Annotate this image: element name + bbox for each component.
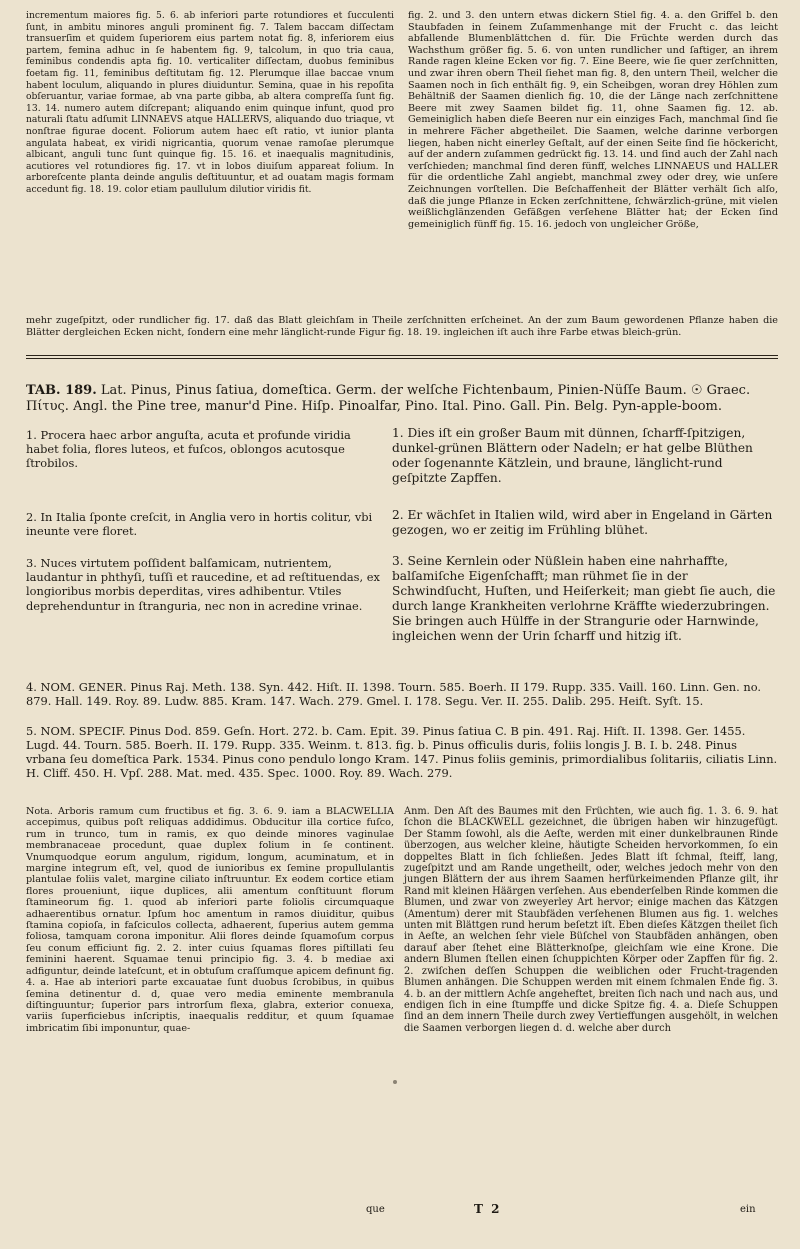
item-3-german: 3. Seine Kernlein oder Nüßlein haben eine nahrhaffte, balſamiſche Eigenſchafft; man rühmet ſie in der Schwindſucht, Huſten, und Heiſerkeit; man giebt ſie auch, die durch lange Krankheiten verlohrne Kräffte wiederzubringen. Sie bringen auch Hülffe in der Strangurie oder Harnwinde, ingleichen wenn der Urin ſcharff und hitzig iſt. [392,554,776,643]
note-german-text: Anm. Den Aſt des Baumes mit den Früchten, wie auch fig. 1. 3. 6. 9. hat ſchon die BLACKWELL gezeichnet, die übrigen haben wir hinzugefügt. Der Stamm ſowohl, als die Aeſte, werden mit einer dunkelbraunen Rinde überzogen, aus welcher kleine, häutigte Scheiden hervorkommen, ſo ein doppeltes Blatt in ſich ſchließen. Jedes Blatt iſt ſchmal, ſteiff, lang, zugeſpitzt und am Rande ungetheilt, oder, welches jedoch mehr von den jungen Blättern der aus ihrem Saamen herfürkeimenden Pflanze gilt, ihr Rand mit kleinen Häärgen verſehen. Aus ebenderſelben Rinde kommen die Blumen, und zwar von zweyerley Art hervor; einige machen das Kätzgen (Amentum) derer mit Staubfäden verſehenen Blumen aus fig. 1. welches unten mit Blättgen rund herum beſetzt iſt. Eben dieſes Kätzgen theilet ſich in Aeſte, an welchen ſehr viele Büſchel von Staubfäden anhängen, oben darauf aber ſtehet eine Blätterknoſpe, gleichſam wie eine Krone. Die andern Blumen ſtellen einen ſchuppichten Körper oder Zapffen für fig. 2. 2. zwiſchen deſſen Schuppen die weiblichen oder Frucht-tragenden Blumen anhängen. Die Schuppen werden mit einem ſchmalen Ende fig. 3. 4. b. an der mittlern Achſe angeheftet, breiten ſich nach und nach aus, und endigen ſich in eine ſtumpffe und dicke Spitze fig. 4. a. Dieſe Schuppen ſind an dem innern Theile durch zwey Vertieffungen ausgehölt, in welchen die Saamen verborgen liegen d. d. welche aber durch [404,806,778,1034]
nomen-genericum: 4. NOM. GENER. Pinus Raj. Meth. 138. Syn. 442. Hiſt. II. 1398. Tourn. 585. Boerh. II 179. Rupp. 335. Vaill. 160. Linn. Gen. no. 879. Hall. 149. Roy. 89. Ludw. 885. Kram. 147. Wach. 279. Gmel. I. 178. Segu. Ver. II. 255. Dalib. 295. Heiſt. Syſt. 15. [26,680,761,708]
top-german-column [408,10,778,230]
top-latin-text: incrementum maiores fig. 5. 6. ab inferiori parte rotundiores et ſucculenti ſunt, in ambitu minores anguli prominent fig. 7. Talem baccam diſſectam transuerſim et quidem ſuperiorem eius partem notat fig. 8, inferiorem eius partem, femina adhuc in ſe habentem fig. 9, talcolum, in quo tria caua, feminibus condendis apta fig. 10. verticaliter diſſectam, duobus feminibus foetam fig. 11, feminibus deſtitutam fig. 12. Plerumque illae baccae vnum habent loculum, aliquando in plures diuiduntur. Semina, quae in his repoſita obſeruantur, variae formae, ab vna parte gibba, ab altera compreſſa ſunt fig. 13. 14. numero autem diſcrepant; aliquando enim quinque infunt, quod pro naturali ſtatu adſumit LINNAEVS atque HALLERVS, aliquando duo triaque, vt nonſtrae figurae docent. Foliorum autem haec eſt ratio, vt iunior planta angulata habeat, ex viridi nigricantia, quorum venae ramoſae plerumque albicant, anguli tunc ſunt quinque fig. 15. 16. et inaequalis magnitudinis, acutiores vel rotundiores fig. 17. vt in lobos diuiſum appareat folium. In arboreſcente planta deinde angulis deſtituuntur, et ad ouatam magis formam accedunt fig. 18. 19. color etiam paullulum dilutior viridis fit. [26,10,394,195]
top-latin-column [26,10,394,196]
item-1-german: 1. Dies iſt ein großer Baum mit dünnen, ſcharff-ſpitzigen, dunkel-grünen Blättern oder Nadeln; er hat gelbe Blüthen oder ſogenannte Kätzlein, und braune, länglicht-rund geſpitzte Zapffen. [392,426,753,485]
plate-number: TAB. 189. [26,383,97,398]
note-german-column [404,806,778,1034]
ink-mark [393,1080,397,1084]
nomen-specificum: 5. NOM. SPECIF. Pinus Dod. 859. Geſn. Hort. 272. b. Cam. Epit. 39. Pinus ſatiua C. B pin. 491. Raj. Hiſt. II. 1398. Ger. 1455. Lugd. 44. Tourn. 585. Boerh. II. 179. Rupp. 335. Weinm. t. 813. fig. b. Pinus officulis duris, foliis longis J. B. I. b. 248. Pinus vrbana ſeu domeſtica Park. 1534. Pinus cono pendulo longo Kram. 147. Pinus foliis geminis, primordialibus ſolitariis, ciliatis Linn. H. Cliff. 450. H. Vpſ. 288. Mat. med. 435. Spec. 1000. Roy. 89. Wach. 279. [26,724,778,780]
catchword-left: que [366,1204,385,1215]
plate-names: Lat. Pinus, Pinus ſatiua, domeſtica. Germ. der welſche Fichtenbaum, Pinien-Nüſſe Baum. ☉ Graec. Πίτυς. Angl. the Pine tree, manur'd Pine. Hiſp. Pinoalfar, Pino. Ital. Pino. Gall. Pin. Belg. Pyn-apple-boom. [26,383,751,414]
item-2-german: 2. Er wächſet in Italien wild, wird aber in Engeland in Gärten gezogen, wo er zeitig im Frühling blühet. [392,508,773,537]
section-divider [26,355,778,356]
note-latin-text: Nota. Arboris ramum cum fructibus et fig. 3. 6. 9. iam a BLACWELLIA accepimus, quibus poſt reliquas addidimus. Obducitur illa cortice fuſco, rum in trunco, tum in ramis, ex quo deinde minores vaginulae membranaceae procedunt, quae duplex folium in ſe continent. Vnumquodque eorum angulum, rigidum, longum, acuminatum, et in margine integrum eſt, vel, quod de iunioribus ex ſemine propullulantis plantulae foliis valet, margine ciliato inſtruuntur. Ex eodem cortice etiam flores proueniunt, iique duplices, alii amentum conſtituunt florum ſtamineorum fig. 1. quod ab inferiori parte foliolis circumquaque adhaerentibus ornatur. Ipſum hoc amentum in ramos diuiditur, quibus ſtamina copioſa, in faſciculos collecta, adhaerent, ſuperius autem gemma foliosa, tamquam corona imponitur. Alii flores deinde ſquamoſum corpus ſeu conum efficiunt fig. 2. 2. inter cuius ſquamas flores piſtillati ſeu feminini haerent. Squamae tenui principio fig. 3. 4. b mediae axi adfiguntur, deinde lateſcunt, et in obtuſum craſſumque apicem definunt fig. 4. a. Hae ab interiori parte excauatae ſunt duobus ſcrobibus, in quibus ſemina detinentur d. d, quae vero media eminente membranula diſtinguuntur; ſuperior pars introrſum flexa, glabra, exterior conuexa, variis ſuperficiebus inſcriptis, inaequalis redditur, et quum ſquamae imbricatim ſibi imponuntur, quae- [26,806,394,1034]
plate-header [26,383,778,415]
signature-mark: T 2 [474,1202,502,1216]
item-3-latin: 3. Nuces virtutem poſſident balſamicam, nutrientem, laudantur in phthyſi, tuſſi et raucedine, et ad reſtituendas, ex longioribus morbis deperditas, vires adhibentur. Vtiles deprehenduntur in ſtranguria, nec non in acredine vrinae. [26,556,380,613]
item-2-latin: 2. In Italia ſponte creſcit, in Anglia vero in hortis colitur, vbi ineunte vere floret. [26,510,373,539]
top-german-full-text: mehr zugeſpitzt, oder rundlicher fig. 17. daß das Blatt gleichſam in Theile zerſchnitten erſcheinet. An der zum Baum gewordenen Pflanze haben die Blätter dergleichen Ecken nicht, ſondern eine mehr länglicht-runde Figur fig. 18. 19. ingleichen iſt auch ihre Farbe etwas bleich-grün. [26,315,778,338]
top-german-continuation [26,315,778,338]
catchword-right: ein [740,1204,756,1215]
note-latin-column [26,806,394,1034]
top-german-text: fig. 2. und 3. den untern etwas dickern Stiel fig. 4. a. den Griffel b. den Staubfaden in ſeinem Zuſammenhange mit der Frucht c. das leicht abfallende Blumenblättchen d. für. Die Früchte werden durch das Wachsthum größer fig. 5. 6. von unten rundlicher und ſaftiger, an ihrem Rande ragen kleine Ecken vor fig. 7. Eine Beere, wie ſie quer zerſchnitten, und zwar ihren obern Theil ſiehet man fig. 8, den untern Theil, welcher die Saamen noch in ſich enthält fig. 9, ein Scheibgen, woran drey Höhlen zum Behältniß der Saamen dienlich fig. 10, die der Länge nach zerſchnittene Beere mit zwey Saamen bildet fig. 11, ohne Saamen fig. 12. ab. Gemeiniglich haben dieſe Beeren nur ein einziges Fach, manchmal ſind ſie in mehrere Fächer abgetheilet. Die Saamen, welche darinne verborgen liegen, haben nicht einerley Geſtalt, auf der einen Seite ſind ſie höckericht, auf der andern zuſammen gedrückt fig. 13. 14. und ſind auch der Zahl nach verſchieden; manchmal ſind deren fünff, welches LINNAEUS und HALLER für die ordentliche Zahl angiebt, manchmal zwey oder drey, wie unſere Zeichnungen vorſtellen. Die Beſchaffenheit der Blätter verhält ſich alſo, daß die junge Pflanze in Ecken zerſchnittene, ſchwärzlich-grüne, mit vielen weißlichglänzenden Gefäßgen verſehene Blätter hat; der Ecken ſind gemeiniglich fünff fig. 15. 16. jedoch von ungleicher Größe, [408,10,778,230]
section-divider-thin [26,358,778,359]
item-1-latin: 1. Procera haec arbor anguſta, acuta et profunde viridia habet folia, flores luteos, et fuſcos, oblongos acutosque ſtrobilos. [26,428,351,471]
